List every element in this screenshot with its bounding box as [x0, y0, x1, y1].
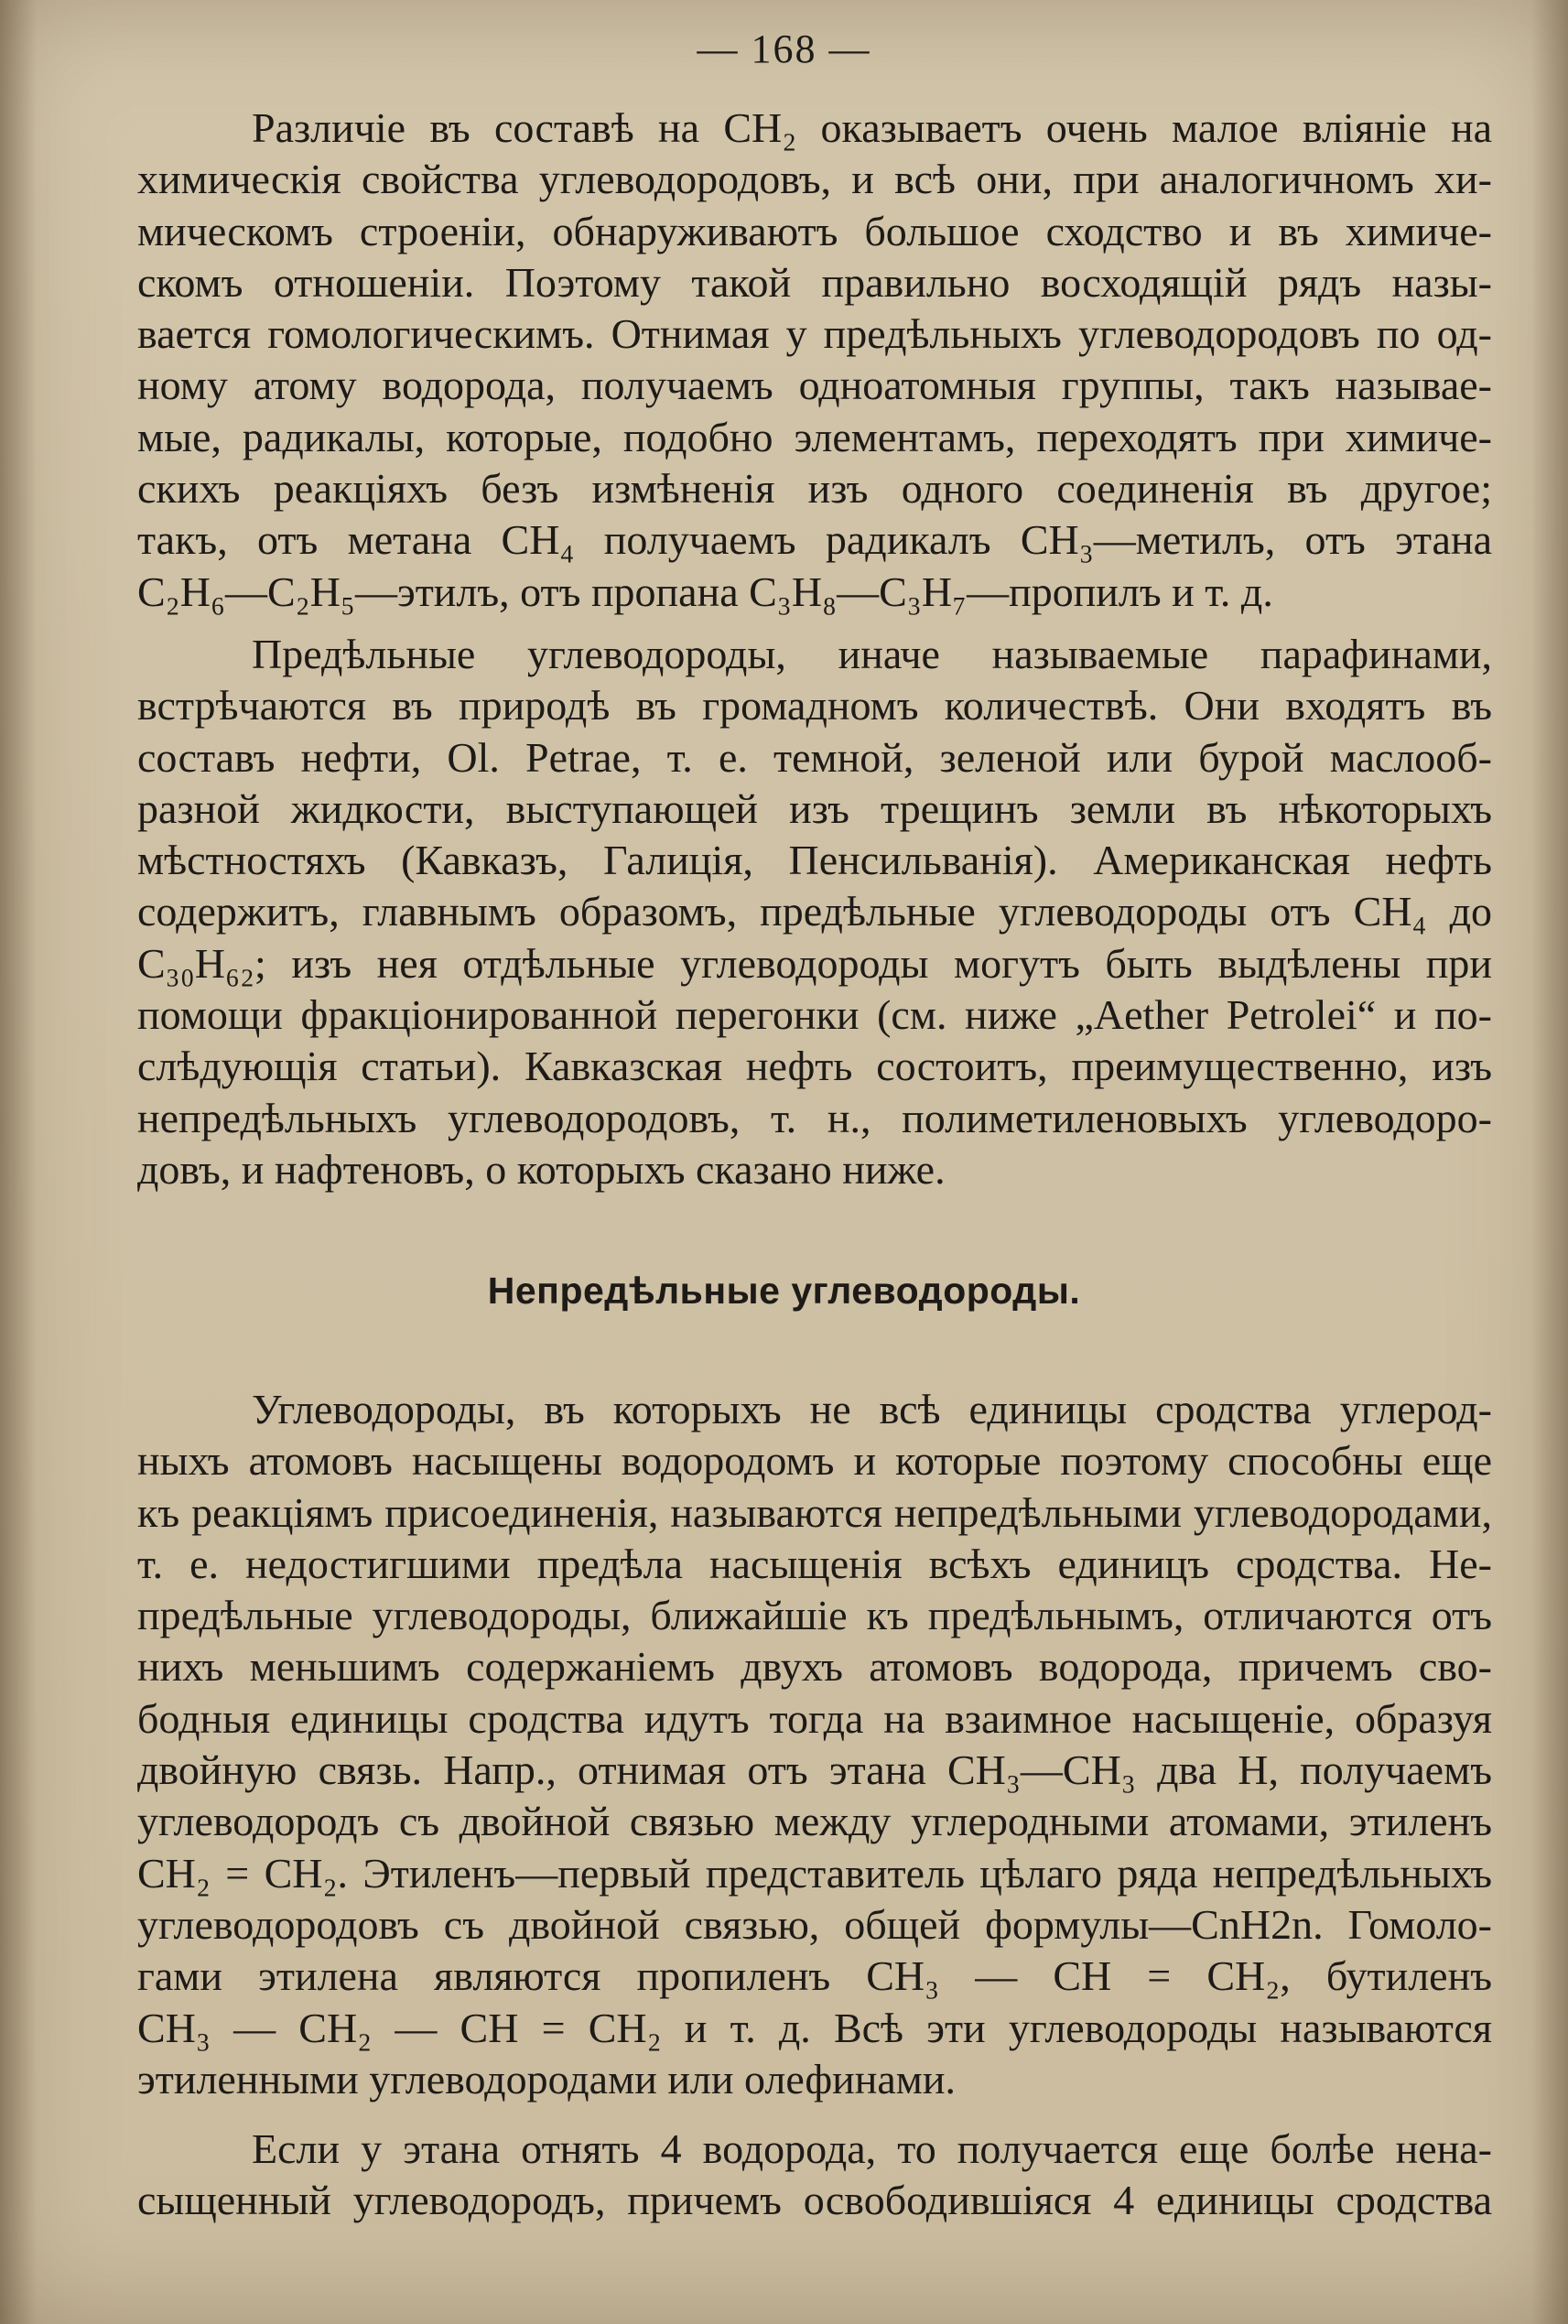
text-line: углеводородъ съ двойной связью между углеродными атомами, этиленъ: [137, 1798, 1492, 1845]
text-line: нихъ меньшимъ содержаніемъ двухъ атомовъ водорода, причемъ сво-: [137, 1643, 1492, 1691]
text-line: бодныя единицы сродства идутъ тогда на взаимное насыщеніе, образуя: [137, 1694, 1492, 1742]
text-line: ному атому водорода, получаемъ одноатомныя группы, такъ называе-: [137, 362, 1492, 409]
text-line: Различіе въ составѣ на CH₂ оказываетъ очень малое вліяніе на: [252, 104, 1492, 151]
text-line: непредѣльныхъ углеводородовъ, т. н., полиметиленовыхъ углеводоро-: [137, 1094, 1492, 1141]
text-line: химическія свойства углеводородовъ, и всѣ они, при аналогичномъ хи-: [137, 156, 1492, 203]
text-line: C₂H₆—C₂H₅—этилъ, отъ пропана C₃H₈—C₃H₇—пропилъ и т. д.: [137, 567, 1273, 615]
text-line: этиленными углеводородами или олефинами.: [137, 2055, 957, 2102]
text-line: Если у этана отнять 4 водорода, то получается еще болѣе нена-: [252, 2125, 1492, 2172]
text-line: т. е. недостигшими предѣла насыщенія всѣхъ единицъ сродства. Не-: [137, 1540, 1492, 1587]
page-edge-shadow: [1531, 0, 1568, 2324]
text-line: предѣльные углеводороды, ближайшіе къ предѣльнымъ, отличаются отъ: [137, 1592, 1492, 1639]
text-line: мые, радикалы, которые, подобно элементамъ, переходятъ при химиче-: [137, 413, 1492, 460]
paragraph: [137, 629, 1492, 1195]
text-line: CH₂ = CH₂. Этиленъ—первый представитель цѣлаго ряда непредѣльныхъ: [137, 1849, 1492, 1897]
text-line: вается гомологическимъ. Отнимая у предѣльныхъ углеводородовъ по од-: [137, 310, 1492, 358]
text-line: скомъ отношеніи. Поэтому такой правильно восходящій рядъ назы-: [137, 258, 1492, 306]
text-line: ныхъ атомовъ насыщены водородомъ и которые поэтому способны еще: [137, 1437, 1492, 1485]
text-line: CH₃ — CH₂ — CH = CH₂ и т. д. Всѣ эти углеводороды называются: [137, 2004, 1492, 2051]
text-line: C₃₀H₆₂; изъ нея отдѣльные углеводороды могутъ быть выдѣлены при: [137, 939, 1492, 987]
text-line: Углеводороды, въ которыхъ не всѣ единицы сродства углерод-: [252, 1386, 1492, 1432]
page-number: — 168 —: [697, 27, 871, 71]
text-line: углеводородовъ съ двойной связью, общей формулы—CnH2n. Гомоло-: [137, 1900, 1492, 1948]
text-line: встрѣчаются въ природѣ въ громадномъ количествѣ. Они входятъ въ: [137, 682, 1492, 730]
text-line: слѣдующія статьи). Кавказская нефть состоитъ, преимущественно, изъ: [137, 1043, 1492, 1090]
paragraph: [137, 103, 1492, 618]
text-line: составъ нефти, Ol. Petrae, т. е. темной, зеленой или бурой маслооб-: [137, 733, 1492, 781]
text-line: такъ, отъ метана CH₄ получаемъ радикалъ CH₃—метилъ, отъ этана: [137, 516, 1492, 564]
text-line: къ реакціямъ присоединенія, называются непредѣльными углеводородами,: [137, 1488, 1492, 1536]
text-line: гами этилена являются пропиленъ CH₃ — CH = CH₂, бутиленъ: [137, 1952, 1492, 2000]
text-line: скихъ реакціяхъ безъ измѣненія изъ одного соединенія въ другое;: [137, 465, 1492, 513]
text-line: мическомъ строеніи, обнаруживаютъ большое сходство и въ химиче-: [137, 207, 1492, 254]
text-line: мѣстностяхъ (Кавказъ, Галиція, Пенсильванія). Американская нефть: [137, 837, 1492, 884]
text-line: Предѣльные углеводороды, иначе называемые парафинами,: [252, 631, 1492, 677]
text-line: двойную связь. Напр., отнимая отъ этана CH₃—CH₃ два H, получаемъ: [137, 1746, 1492, 1794]
paragraph: [137, 2124, 1492, 2227]
text-line: помощи фракціонированной перегонки (см. ниже „Aether Petrolei“ и по-: [137, 991, 1492, 1039]
page-edge-shadow: [0, 0, 37, 2324]
text-line: довъ, и нафтеновъ, о которыхъ сказано ниже.: [137, 1145, 946, 1193]
text-line: содержитъ, главнымъ образомъ, предѣльные углеводороды отъ CH₄ до: [137, 888, 1492, 935]
text-line: сыщенный углеводородъ, причемъ освободившіяся 4 единицы сродства: [137, 2177, 1492, 2224]
text-line: разной жидкости, выступающей изъ трещинъ земли въ нѣкоторыхъ: [137, 784, 1492, 832]
section-heading: Непредѣльные углеводороды.: [487, 1270, 1081, 1312]
paragraph: [137, 1384, 1492, 2105]
